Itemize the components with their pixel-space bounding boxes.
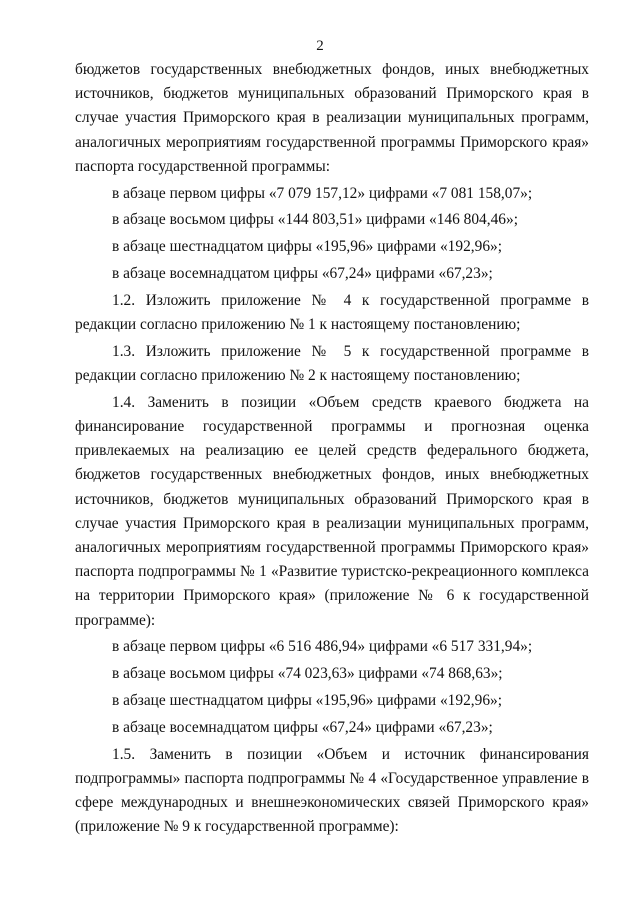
paragraph-clause: 1.2. Изложить приложение № 4 к государственной программе в редакции согласно приложению № 1 к настоящему постановлению; [75,291,589,333]
paragraph-item: в абзаце восемнадцатом цифры «67,24» цифрами «67,23»; [112,718,493,736]
document-body [75,58,589,839]
paragraph-item: в абзаце шестнадцатом цифры «195,96» цифрами «192,96»; [112,238,502,256]
paragraph-clause: 1.5. Заменить в позиции «Объем и источник финансирования подпрограммы» паспорта подпрограммы № 4 «Государственное управление в сфере международных и внешнеэкономических связей Приморского края» (приложение № 9 к государственной программе): [75,745,589,836]
paragraph-item: в абзаце восьмом цифры «74 023,63» цифрами «74 868,63»; [112,665,503,683]
page-number: 2 [316,38,324,54]
paragraph-item: в абзаце первом цифры «7 079 157,12» цифрами «7 081 158,07»; [112,184,533,202]
paragraph-clause: 1.3. Изложить приложение № 5 к государственной программе в редакции согласно приложению № 2 к настоящему постановлению; [75,342,589,384]
paragraph-item: в абзаце восемнадцатом цифры «67,24» цифрами «67,23»; [112,265,493,282]
paragraph-item: в абзаце шестнадцатом цифры «195,96» цифрами «192,96»; [112,692,502,710]
paragraph-item: в абзаце первом цифры «6 516 486,94» цифрами «6 517 331,94»; [112,638,533,656]
paragraph-clause: 1.4. Заменить в позиции «Объем средств краевого бюджета на финансирование государственной программы и прогнозная оценка привлекаемых на реализацию ее целей средств федерального бюджета, бюджетов государственных внебюджетных фондов, иных внебюджетных источников, бюджетов муниципальных образований Приморского края в случае участия Приморского края в реализации муниципальных программ, аналогичных мероприятиям государственной программы Приморского края» паспорта подпрограммы № 1 «Развитие туристско-рекреационного комплекса на территории Приморского края» (приложение № 6 к государственной программе): [75,393,589,629]
paragraph-continuation: бюджетов государственных внебюджетных фондов, иных внебюджетных источников, бюджетов муниципальных образований Приморского края в случае участия Приморского края в реализации муниципальных программ, аналогичных мероприятиям государственной программы Приморского края» паспорта государственной программы: [75,61,589,175]
paragraph-item: в абзаце восьмом цифры «144 803,51» цифрами «146 804,46»; [112,211,518,229]
